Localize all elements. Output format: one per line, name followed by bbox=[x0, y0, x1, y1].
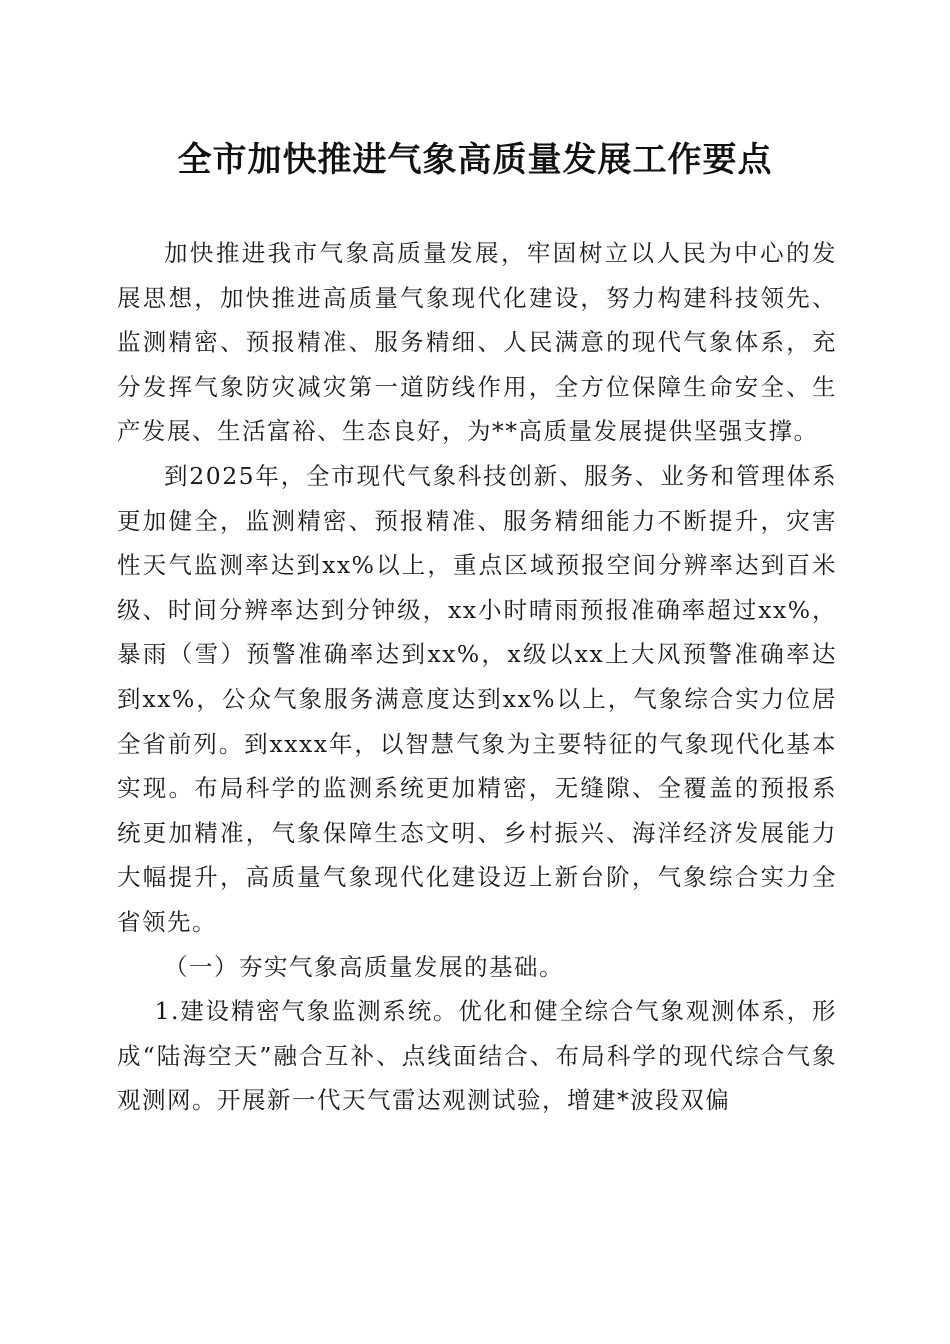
document-body bbox=[117, 231, 837, 1123]
goals-paragraph: 到2025年，全市现代气象科技创新、服务、业务和管理体系更加健全，监测精密、预报精准、服务精细能力不断提升，灾害性天气监测率达到xx%以上，重点区域预报空间分辨率达到百米级、时间分辨率达到分钟级，xx小时晴雨预报准确率超过xx%，暴雨（雪）预警准确率达到xx%，x级以xx上大风预警准确率达到xx%，公众气象服务满意度达到xx%以上，气象综合实力位居全省前列。到xxxx年，以智慧气象为主要特征的气象现代化基本实现。布局科学的监测系统更加精密，无缝隙、全覆盖的预报系统更加精准，气象保障生态文明、乡村振兴、海洋经济发展能力大幅提升，高质量气象现代化建设迈上新台阶，气象综合实力全省领先。 bbox=[117, 461, 837, 936]
document-title: 全市加快推进气象高质量发展工作要点 bbox=[177, 140, 773, 180]
intro-paragraph: 加快推进我市气象高质量发展，牢固树立以人民为中心的发展思想，加快推进高质量气象现代化建设，努力构建科技领先、监测精密、预报精准、服务精细、人民满意的现代气象体系，充分发挥气象防灾减灾第一道防线作用，全方位保障生命安全、生产发展、生活富裕、生态良好，为**高质量发展提供坚强支撑。 bbox=[117, 239, 837, 446]
list-item: 1.建设精密气象监测系统。优化和健全综合气象观测体系，形成“陆海空天”融合互补、点线面结合、布局科学的现代综合气象观测网。开展新一代天气雷达观测试验，增建*波段双偏 bbox=[117, 997, 837, 1115]
section-heading: （一）夯实气象高质量发展的基础。 bbox=[164, 952, 564, 981]
